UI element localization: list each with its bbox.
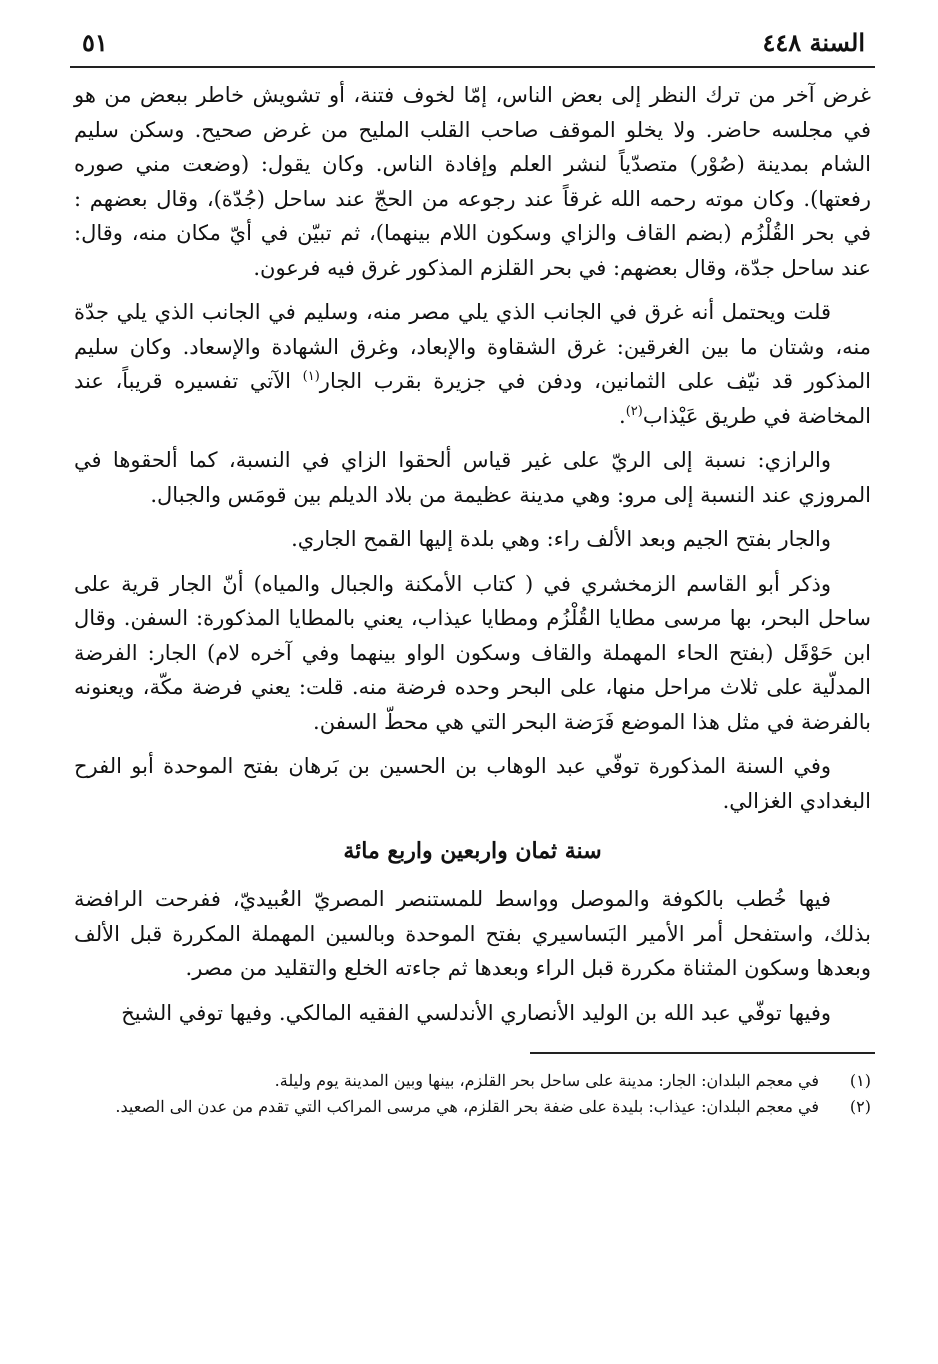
footnote-1 [74, 1068, 871, 1094]
paragraph-4: والجار بفتح الجيم وبعد الألف راء: وهي بلدة إليها القمح الجاري. [291, 527, 831, 551]
running-header [70, 22, 875, 68]
paragraph-2 [74, 295, 871, 433]
main-text [70, 78, 875, 1030]
footnote-ref-2: (٢) [625, 403, 643, 419]
footnote-text: في معجم البلدان: عيذاب: بليدة على ضفة بحر القلزم، هي مرسى المراكب التي تقدم من عدن الى الصعيد. [115, 1097, 819, 1116]
book-page [70, 22, 875, 1120]
page-number: ٥١ [82, 28, 108, 57]
footnote-number: (١) [849, 1071, 871, 1090]
header-year: السنة ٤٤٨ [762, 28, 865, 57]
paragraph-2-end: . [619, 403, 626, 428]
paragraph-3: والرازي: نسبة إلى الريّ على غير قياس ألحقوا الزاي في النسبة، كما ألحقوها في المروزي عند النسبة إلى مرو: وهي مدينة عظيمة من بلاد الديلم بين قومَس والجبال. [74, 448, 871, 507]
paragraph-7: فيها خُطب بالكوفة والموصل وواسط للمستنصر المصريّ العُبيديّ، ففرحت الرافضة بذلك، واستفحل أمر الأمير البَساسيري بفتح الموحدة وبالسين المهملة المكررة قبل الألف وبعدها وسكون المثناة مكررة قبل الراء وبعدها ثم جاءته الخلع والتقليد من مصر. [74, 887, 871, 980]
paragraph-6: وفي السنة المذكورة توفّي عبد الوهاب بن الحسين بن بَرهان بفتح الموحدة أبو الفرح البغدادي الغزالي. [74, 754, 871, 813]
footnotes [70, 1068, 875, 1120]
section-heading: سنة ثمان واربعين واربع مائة [343, 838, 602, 864]
paragraph-1: غرض آخر من ترك النظر إلى بعض الناس، إمّا لخوف فتنة، أو تشويش خاطر ببعض من هو في مجلسه حاضر. ولا يخلو الموقف صاحب القلب المليح من غرض صحيح. وسكن سليم الشام بمدينة (صُوْر) متصدّياً لنشر العلم وإفادة الناس. وكان يقول: (وضعت مني صوره رفعتها). وكان موته رحمه الله غرقاً عند رجوعه من الحجّ عند ساحل (جُدّة)، وقال بعضهم : في بحر القُلْزُم (بضم القاف والزاي وسكون اللام بينهما)، ثم تبيّن في أيّ مكان منه، وقال: عند ساحل جدّة، وقال بعضهم: في بحر القلزم المذكور غرق فيه فرعون. [74, 83, 871, 280]
paragraph-2-part-2: الآتي تفسيره قريباً، عند المخاضة في طريق عَيْذاب [74, 369, 871, 428]
paragraph-2-part-1: قلت ويحتمل أنه غرق في الجانب الذي يلي مصر منه، وسليم في الجانب الذي يلي جدّة منه، وشتان ما بين الغرقين: غرق الشقاوة والإبعاد، وغرق الشهادة والإسعاد. وكان سليم المذكور قد نيّف على الثمانين، ودفن في جزيرة بقرب الجار [74, 300, 871, 393]
footnote-2 [74, 1094, 871, 1120]
footnote-text: في معجم البلدان: الجار: مدينة على ساحل بحر القلزم، بينها وبين المدينة يوم وليلة. [274, 1071, 819, 1090]
footnote-number: (٢) [849, 1097, 871, 1116]
footnote-ref-1: (١) [302, 369, 320, 384]
paragraph-8: وفيها توفّي عبد الله بن الوليد الأنصاري الأندلسي الفقيه المالكي. وفيها توفي الشيخ [121, 1000, 831, 1025]
paragraph-5: وذكر أبو القاسم الزمخشري في ( كتاب الأمكنة والجبال والمياه) أنّ الجار قرية على ساحل البحر، بها مرسى مطايا القُلْزُم ومطايا عيذاب، يعني بالمطايا المذكورة: السفن. وقال ابن حَوْقَل (بفتح الحاء المهملة والقاف وسكون الواو بينهما وفي آخره لام) الجار: الفرضة المدلّية على ثلاث مراحل منها، على البحر وحده فرضة منه. قلت: يعني فرضة مكّة، ويعنونه بالفرضة في مثل هذا الموضع فَرَضة البحر التي هي محطّ السفن. [74, 571, 871, 734]
footnote-divider [530, 1052, 875, 1054]
